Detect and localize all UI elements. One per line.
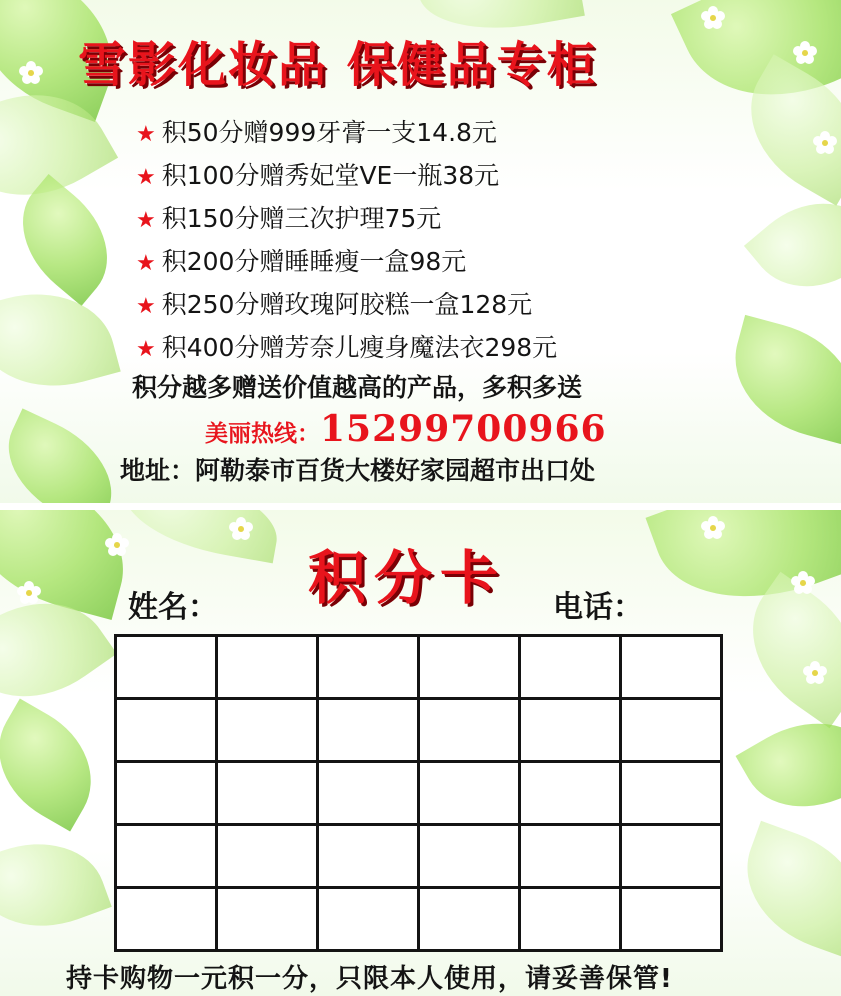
reward-item	[136, 328, 557, 371]
reward-item	[136, 199, 557, 242]
reward-item	[136, 242, 557, 285]
stamp-cell	[116, 699, 217, 762]
card-usage-note: 持卡购物一元积一分，只限本人使用，请妥善保管!	[66, 964, 673, 994]
points-stamp-grid	[114, 634, 723, 952]
name-label: 姓名：	[128, 590, 218, 625]
store-address: 地址：阿勒泰市百货大楼好家园超市出口处	[120, 456, 596, 485]
stamp-cell	[116, 636, 217, 699]
white-flower-icon	[790, 570, 816, 596]
stamp-cell	[217, 636, 318, 699]
promo-slogan: 积分越多赠送价值越高的产品，多积多送	[132, 373, 583, 402]
store-title: 雪影化妆品 保健品专柜	[78, 37, 597, 93]
stamp-cell	[621, 888, 722, 951]
leaf-decoration	[719, 315, 841, 445]
points-card-panel	[0, 510, 841, 996]
stamp-cell	[419, 699, 520, 762]
reward-text: 积200分赠睡睡瘦一盒98元	[161, 247, 467, 276]
stamp-cell	[318, 825, 419, 888]
white-flower-icon	[18, 60, 44, 86]
stamp-cell	[116, 888, 217, 951]
leaf-decoration	[727, 821, 841, 959]
stamp-cell	[217, 699, 318, 762]
card-title: 积分卡	[308, 544, 507, 612]
hotline-number: 15299700966	[320, 408, 607, 450]
stamp-cell	[621, 762, 722, 825]
grid-row	[116, 636, 722, 699]
leaf-decoration	[0, 275, 121, 405]
stamp-cell	[419, 636, 520, 699]
star-icon: ★	[136, 165, 156, 190]
stamp-cell	[217, 762, 318, 825]
star-icon: ★	[136, 337, 156, 362]
white-flower-icon	[700, 515, 726, 541]
stamp-cell	[419, 888, 520, 951]
stamp-cell	[621, 636, 722, 699]
star-icon: ★	[136, 294, 156, 319]
white-flower-icon	[16, 580, 42, 606]
reward-text: 积400分赠芳奈儿瘦身魔法衣298元	[161, 333, 558, 362]
stamp-cell	[520, 699, 621, 762]
stamp-cell	[116, 762, 217, 825]
reward-text: 积100分赠秀妃堂VE一瓶38元	[161, 161, 500, 190]
reward-text: 积150分赠三次护理75元	[161, 204, 442, 233]
stamp-cell	[621, 825, 722, 888]
leaf-decoration	[0, 822, 112, 948]
hotline-label: 美丽热线：	[205, 421, 320, 447]
stamp-cell	[318, 762, 419, 825]
reward-item	[136, 156, 557, 199]
star-icon: ★	[136, 251, 156, 276]
grid-row	[116, 888, 722, 951]
stamp-cell	[318, 636, 419, 699]
stamp-cell	[318, 699, 419, 762]
reward-item	[136, 113, 557, 156]
stamp-cell	[520, 825, 621, 888]
reward-text: 积50分赠999牙膏一支14.8元	[161, 118, 497, 147]
stamp-cell	[318, 888, 419, 951]
stamp-cell	[217, 888, 318, 951]
card-divider	[0, 503, 841, 510]
leaf-decoration	[115, 510, 285, 563]
reward-item	[136, 285, 557, 328]
white-flower-icon	[792, 40, 818, 66]
stamp-cell	[419, 825, 520, 888]
stamp-cell	[520, 636, 621, 699]
grid-row	[116, 699, 722, 762]
star-icon: ★	[136, 208, 156, 233]
grid-row	[116, 762, 722, 825]
hotline	[205, 408, 607, 450]
stamp-cell	[621, 699, 722, 762]
leaf-decoration	[0, 408, 131, 503]
grid-row	[116, 825, 722, 888]
stamp-cell	[520, 888, 621, 951]
white-flower-icon	[228, 516, 254, 542]
leaf-decoration	[0, 699, 115, 832]
reward-text: 积250分赠玫瑰阿胶糕一盒128元	[161, 290, 533, 319]
star-icon: ★	[136, 122, 156, 147]
white-flower-icon	[802, 660, 828, 686]
white-flower-icon	[700, 5, 726, 31]
white-flower-icon	[104, 532, 130, 558]
stamp-cell	[217, 825, 318, 888]
stamp-cell	[116, 825, 217, 888]
reward-list	[136, 113, 557, 371]
stamp-cell	[520, 762, 621, 825]
white-flower-icon	[812, 130, 838, 156]
stamp-cell	[419, 762, 520, 825]
phone-label: 电话：	[553, 590, 643, 625]
